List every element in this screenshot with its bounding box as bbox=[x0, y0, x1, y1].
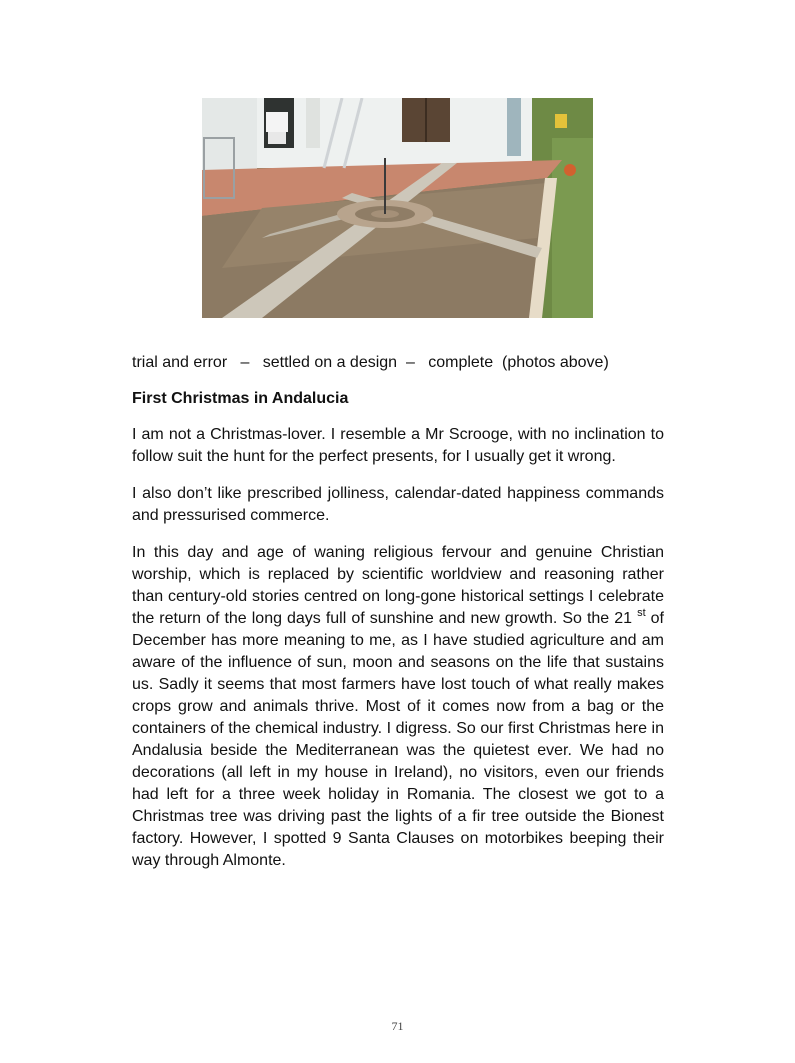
paragraph-1: I am not a Christmas-lover. I resemble a Mr Scrooge, with no inclination to follow suit the hunt for the perfect presents, for I usually get it wrong. bbox=[132, 426, 664, 465]
garden-photo-icon bbox=[202, 98, 593, 318]
garden-photo bbox=[202, 98, 593, 318]
photo-caption bbox=[132, 352, 664, 374]
paragraph-2: I also don’t like prescribed jolliness, calendar-dated happiness commands and pressurised commerce. bbox=[132, 485, 664, 524]
paragraph-3 bbox=[132, 542, 664, 872]
caption-dash-2: – bbox=[405, 354, 415, 371]
caption-part-1: trial and error bbox=[132, 354, 228, 371]
page-number: 71 bbox=[391, 1019, 404, 1033]
section-heading: First Christmas in Andalucia bbox=[132, 390, 349, 407]
paragraph-3-end: of December has more meaning to me, as I have studied agriculture and am aware of the influence of sun, moon and seasons on the life that sustains us. Sadly it seems that most farmers have lost touch of what really makes crops grow and animals thrive. Most of it comes now from a bag or the containers of the chemical industry. I digress. So our first Christmas here in Andalusia beside the Mediterranean was the quietest ever. We had no decorations (all left in my house in Ireland), no visitors, even our friends had left for a three week holiday in Romania. The closest we got to a Christmas tree was driving past the lights of a fir tree outside the Bionest factory. However, I spotted 9 Santa Clauses on motorbikes beeping their way through Almonte. bbox=[132, 610, 664, 869]
caption-part-2: settled on a design bbox=[262, 354, 398, 371]
ordinal-superscript: st bbox=[637, 607, 646, 619]
caption-part-4: (photos above) bbox=[502, 354, 609, 371]
caption-dash-1: – bbox=[240, 354, 250, 371]
paragraph-3-start: In this day and age of waning religious fervour and genuine Christian worship, which is replaced by scientific worldview and reasoning rather than century-old stories centred on long-gone historical settings I celebrate the return of the long days full of sunshine and new growth. So the 21 bbox=[132, 544, 664, 627]
caption-part-3: complete bbox=[428, 354, 494, 371]
